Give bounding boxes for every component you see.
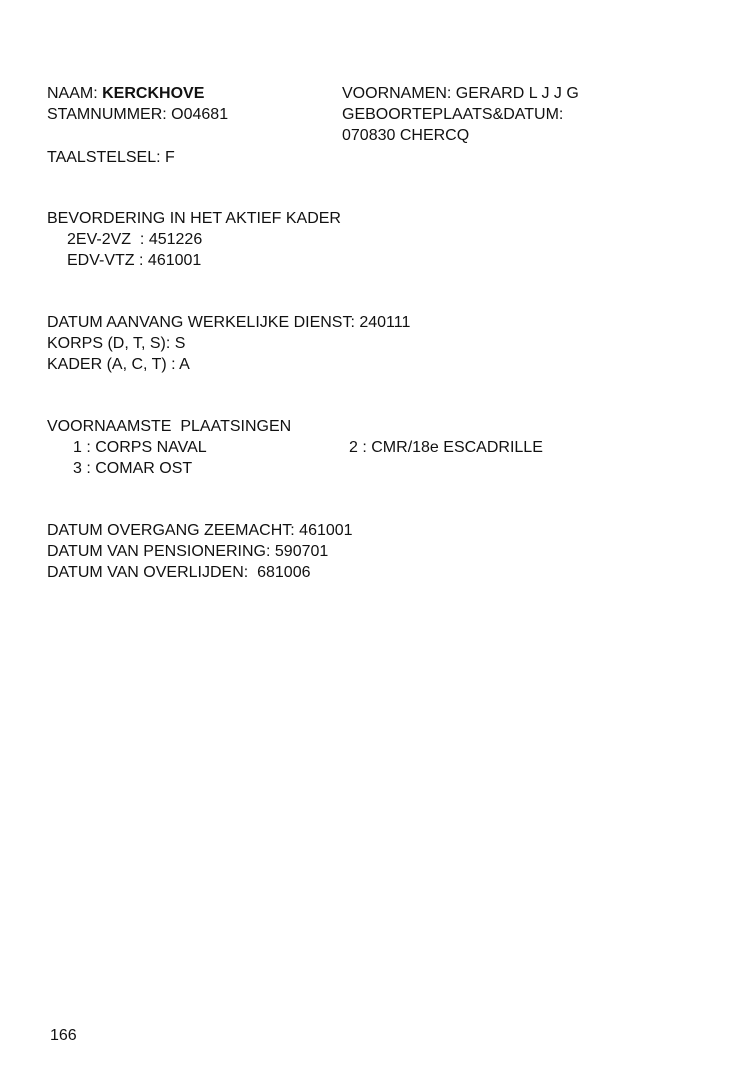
- korps-label: KORPS (D, T, S):: [47, 335, 171, 352]
- plaatsing-text: : CMR/18e ESCADRILLE: [362, 439, 543, 456]
- geboorte-label: GEBOORTEPLAATS&DATUM:: [342, 106, 564, 123]
- overgang-value: 461001: [299, 522, 353, 539]
- korps-value: S: [174, 335, 186, 352]
- page-number: 166: [50, 1027, 77, 1044]
- plaatsing-item-3: [73, 459, 192, 479]
- pensionering-value: 590701: [274, 543, 329, 560]
- kader-value: A: [179, 356, 190, 373]
- plaatsing-text: : CORPS NAVAL: [86, 439, 207, 456]
- bevordering-rank: EDV-VTZ: [67, 252, 135, 269]
- geboorte-value: 070830 CHERCQ: [342, 127, 470, 144]
- aanvang-label: DATUM AANVANG WERKELIJKE DIENST:: [47, 314, 355, 331]
- kader-label: KADER (A, C, T) :: [47, 356, 176, 373]
- aanvang-line: [47, 313, 410, 333]
- kader-line: [47, 355, 190, 375]
- stamnummer-value: O04681: [171, 106, 229, 123]
- bevordering-date: 461001: [147, 252, 202, 269]
- plaatsing-item-2: [349, 438, 543, 458]
- bevordering-row-2: [67, 251, 201, 271]
- overlijden-line: [47, 563, 311, 583]
- overgang-label: DATUM OVERGANG ZEEMACHT:: [47, 522, 295, 539]
- bevordering-row-1: [67, 230, 202, 250]
- plaatsingen-heading: VOORNAAMSTE PLAATSINGEN: [47, 418, 292, 435]
- bevordering-date: 451226: [148, 231, 203, 248]
- naam-label: NAAM:: [47, 85, 98, 102]
- voornamen-label: VOORNAMEN:: [342, 85, 452, 102]
- bevordering-sep: :: [139, 231, 145, 248]
- plaatsing-num: 2: [349, 439, 358, 456]
- overlijden-label: DATUM VAN OVERLIJDEN:: [47, 564, 249, 581]
- stamnummer-label: STAMNUMMER:: [47, 106, 167, 123]
- overgang-line: [47, 521, 353, 541]
- pensionering-label: DATUM VAN PENSIONERING:: [47, 543, 271, 560]
- korps-line: [47, 334, 185, 354]
- plaatsing-num: 3: [73, 460, 82, 477]
- plaatsing-num: 1: [73, 439, 82, 456]
- taalstelsel-value: F: [164, 149, 175, 166]
- bevordering-heading: BEVORDERING IN HET AKTIEF KADER: [47, 210, 341, 227]
- voornamen-value: GERARD L J J G: [455, 85, 579, 102]
- aanvang-value: 240111: [359, 314, 411, 331]
- taalstelsel-line: [47, 148, 175, 168]
- naam-line: [47, 84, 204, 104]
- voornamen-line: [342, 84, 579, 104]
- plaatsing-item-1: [73, 438, 207, 458]
- overlijden-value: 681006: [257, 564, 311, 581]
- pensionering-line: [47, 542, 328, 562]
- taalstelsel-label: TAALSTELSEL:: [47, 149, 161, 166]
- plaatsing-text: : COMAR OST: [86, 460, 193, 477]
- naam-value: KERCKHOVE: [102, 85, 205, 102]
- bevordering-sep: :: [139, 252, 144, 269]
- stamnummer-line: [47, 105, 228, 125]
- bevordering-rank: 2EV-2VZ: [67, 231, 132, 248]
